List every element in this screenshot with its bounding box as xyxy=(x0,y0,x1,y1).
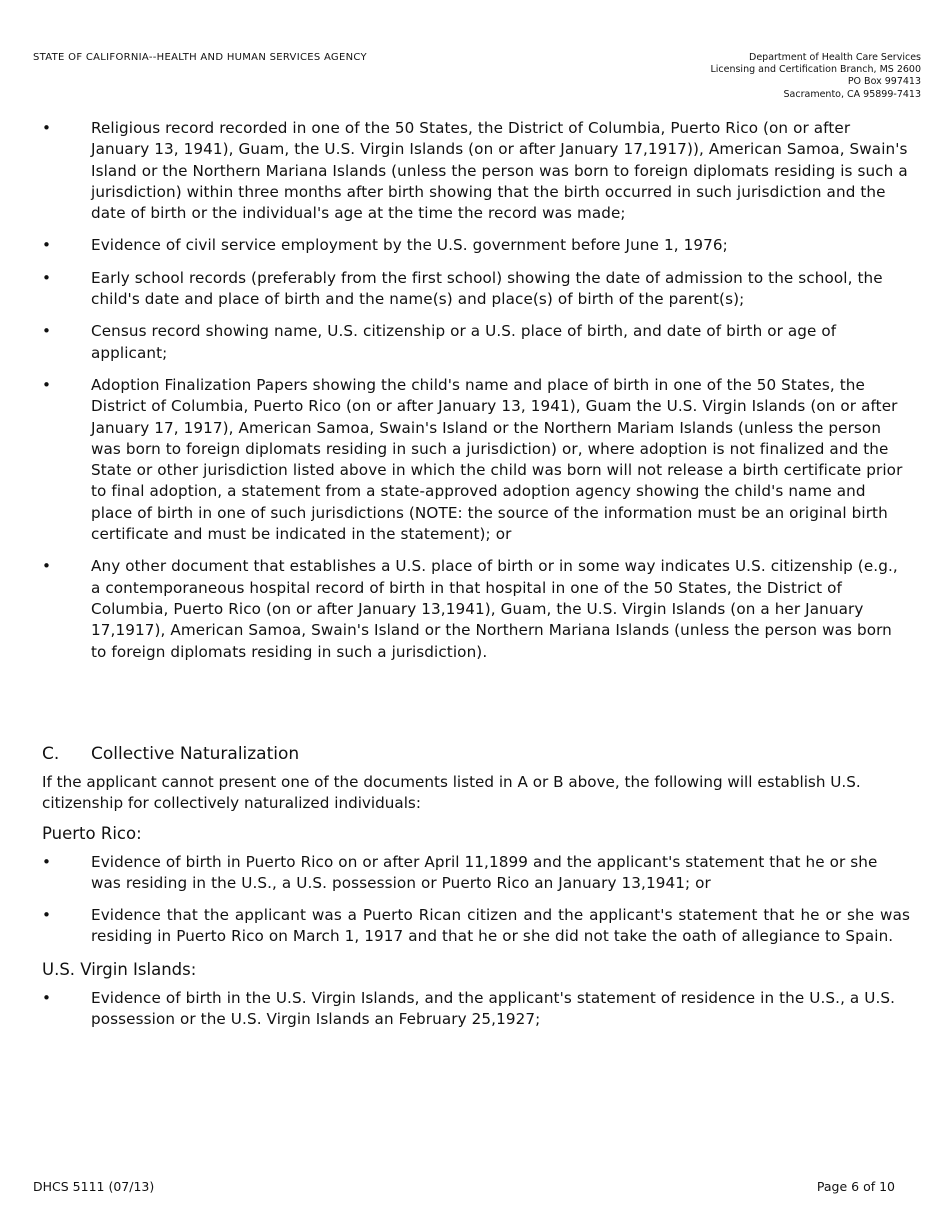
list-item-text: Adoption Finalization Papers showing the child's name and place of birth in one of the 50 States, the District of Columbia, Puerto Rico (on or after January 13, 1941), Guam the U.S. Virgin Islands (on or after January 17, 1917), American Samoa, Swain's Island or the Northern Mariam Islands (unless the person was born to foreign diplomats residing in such a jurisdiction) or, where adoption is not finalized and the State or other jurisdiction listed above in which the child was born will not release a birth certificate prior to final adoption, a statement from a state-approved adoption agency showing the child's name and place of birth in one of such jurisdictions (NOTE: the source of the information must be an original birth certificate and must be indicated in the statement); or xyxy=(91,375,903,544)
list-item-text: Evidence of birth in the U.S. Virgin Islands, and the applicant's statement of residence in the U.S., a U.S. possession or the U.S. Virgin Islands an February 25,1927; xyxy=(91,988,896,1029)
bullet-marker: • xyxy=(42,375,52,394)
list-item xyxy=(42,118,910,224)
list-item xyxy=(42,235,910,256)
list-item xyxy=(42,375,910,545)
section-intro: If the applicant cannot present one of the documents listed in A or B above, the following will establish U.S. citizenship for collectively naturalized individuals: xyxy=(42,773,861,813)
document-list xyxy=(42,118,910,674)
bullet-marker: • xyxy=(42,268,52,287)
bullet-marker: • xyxy=(42,322,52,341)
section-letter: C. xyxy=(42,744,60,764)
list-item-text: Any other document that establishes a U.S. place of birth or in some way indicates U.S. citizenship (e.g., a contemporaneous hospital record of birth in that hospital in one of the 50 States, the District of Columbia, Puerto Rico (on or after January 13,1941), Guam, the U.S. Virgin Islands (on a her January 17,1917), American Samoa, Swain's Island or the Northern Mariana Islands (unless the person was born to foreign diplomats residing in such a jurisdiction). xyxy=(91,557,898,661)
list-item-text: Evidence that the applicant was a Puerto Rican citizen and the applicant's statement that he or she was residing in Puerto Rico on March 1, 1917 and that he or she did not take the oath of allegiance to Spain. xyxy=(91,906,910,946)
list-item xyxy=(42,321,910,364)
department-address xyxy=(710,52,921,101)
bullet-marker: • xyxy=(42,119,52,137)
page-number: Page 6 of 10 xyxy=(816,1179,895,1194)
subheading-virgin-islands: U.S. Virgin Islands: xyxy=(42,959,197,979)
dept-line: PO Box 997413 xyxy=(847,76,921,88)
form-id: DHCS 5111 (07/13) xyxy=(33,1179,155,1194)
bullet-marker: • xyxy=(42,988,52,1007)
list-item-text: Evidence of civil service employment by the U.S. government before June 1, 1976; xyxy=(91,236,728,255)
list-item-text: Early school records (preferably from the first school) showing the date of admission to the school, the child's date and place of birth and the name(s) and place(s) of birth of the parent(s); xyxy=(91,268,883,309)
list-item xyxy=(42,988,910,1031)
list-item-text: Census record showing name, U.S. citizenship or a U.S. place of birth, and date of birth or age of applicant; xyxy=(91,322,837,362)
section-title: Collective Naturalization xyxy=(91,744,300,764)
list-item-text: Religious record recorded in one of the 50 States, the District of Columbia, Puerto Rico (on or after January 13, 1941), Guam, the U.S. Virgin Islands (on or after January 17,1917)), American Samoa, Swain's Island or the Northern Mariana Islands (unless the person was born to foreign diplomats residing is such a jurisdiction) within three months after birth showing that the birth occurred in such jurisdiction and the date of birth or the individual's age at the time the record was made; xyxy=(91,119,908,223)
dept-line: Department of Health Care Services xyxy=(749,52,921,63)
list-item xyxy=(42,556,910,662)
bullet-marker: • xyxy=(42,906,52,925)
bullet-marker: • xyxy=(42,852,52,871)
section-collective-naturalization xyxy=(42,742,910,1041)
bullet-marker: • xyxy=(42,236,52,255)
list-item xyxy=(42,268,910,311)
dept-line: Licensing and Certification Branch, MS 2600 xyxy=(710,64,921,76)
agency-name: STATE OF CALIFORNIA--HEALTH AND HUMAN SERVICES AGENCY xyxy=(33,52,367,63)
list-item-text: Evidence of birth in Puerto Rico on or after April 11,1899 and the applicant's statement that he or she was residing in the U.S., a U.S. possession or Puerto Rico an January 13,1941; or xyxy=(91,852,878,892)
dept-line: Sacramento, CA 95899-7413 xyxy=(783,88,921,100)
list-item xyxy=(42,852,910,895)
subheading-puerto-rico: Puerto Rico: xyxy=(42,823,142,843)
section-heading xyxy=(42,742,910,766)
bullet-marker: • xyxy=(42,557,52,576)
list-item xyxy=(42,905,910,948)
